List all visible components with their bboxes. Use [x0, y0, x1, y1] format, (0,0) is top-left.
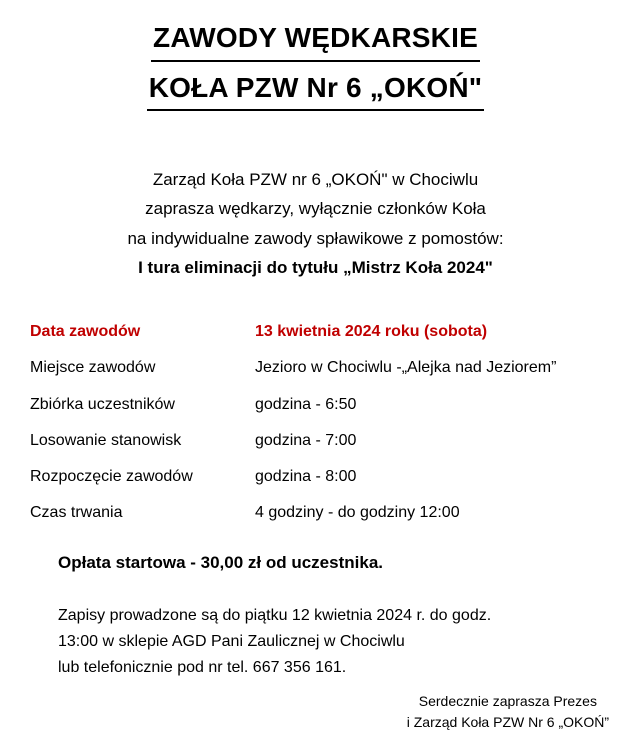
title-line-2: KOŁA PZW Nr 6 „OKOŃ" [147, 68, 485, 112]
detail-value: godzina - 6:50 [255, 395, 357, 413]
detail-value: godzina - 7:00 [255, 431, 357, 449]
table-row [30, 467, 610, 503]
title-line-1-wrapper [0, 18, 631, 62]
table-row [30, 503, 610, 539]
detail-label: Losowanie stanowisk [30, 431, 182, 449]
table-row [30, 322, 610, 358]
table-row [30, 431, 610, 467]
intro-paragraph [0, 165, 631, 282]
detail-label: Data zawodów [30, 323, 141, 341]
title-line-1: ZAWODY WĘDKARSKIE [151, 18, 480, 62]
detail-label: Czas trwania [30, 504, 123, 522]
registration-line-3: lub telefonicznie pod nr tel. 667 356 161. [58, 659, 347, 677]
entry-fee-text: Opłata startowa - 30,00 zł od uczestnika. [58, 553, 383, 573]
detail-value: 4 godziny - do godziny 12:00 [255, 504, 460, 522]
registration-paragraph [58, 603, 588, 681]
detail-label: Zbiórka uczestników [30, 395, 175, 413]
intro-line-1: Zarząd Koła PZW nr 6 „OKOŃ" w Chociwlu [152, 170, 479, 190]
details-table [30, 322, 610, 539]
intro-line-3: na indywidualne zawody spławikowe z pomostów: [127, 228, 504, 248]
intro-line-4-subtitle: I tura eliminacji do tytułu „Mistrz Koła 2024" [138, 257, 493, 277]
footer-line-1: Serdecznie zaprasza Prezes [418, 693, 597, 710]
detail-value: godzina - 8:00 [255, 467, 357, 485]
table-row [30, 358, 610, 394]
registration-line-2: 13:00 w sklepie AGD Pani Zaulicznej w Chociwlu [58, 633, 405, 651]
table-row [30, 395, 610, 431]
detail-label: Rozpoczęcie zawodów [30, 467, 193, 485]
registration-line-1: Zapisy prowadzone są do piątku 12 kwietnia 2024 r. do godz. [58, 607, 492, 625]
detail-value: 13 kwietnia 2024 roku (sobota) [255, 323, 488, 341]
footer-line-2: i Zarząd Koła PZW Nr 6 „OKOŃ” [406, 713, 609, 730]
intro-line-2: zaprasza wędkarzy, wyłącznie członków Koła [145, 199, 486, 219]
detail-label: Miejsce zawodów [30, 359, 156, 377]
poster-title [0, 0, 631, 111]
signature-footer [407, 691, 609, 732]
detail-value: Jezioro w Chociwlu -„Alejka nad Jeziorem” [255, 359, 557, 377]
title-line-2-wrapper [0, 68, 631, 112]
